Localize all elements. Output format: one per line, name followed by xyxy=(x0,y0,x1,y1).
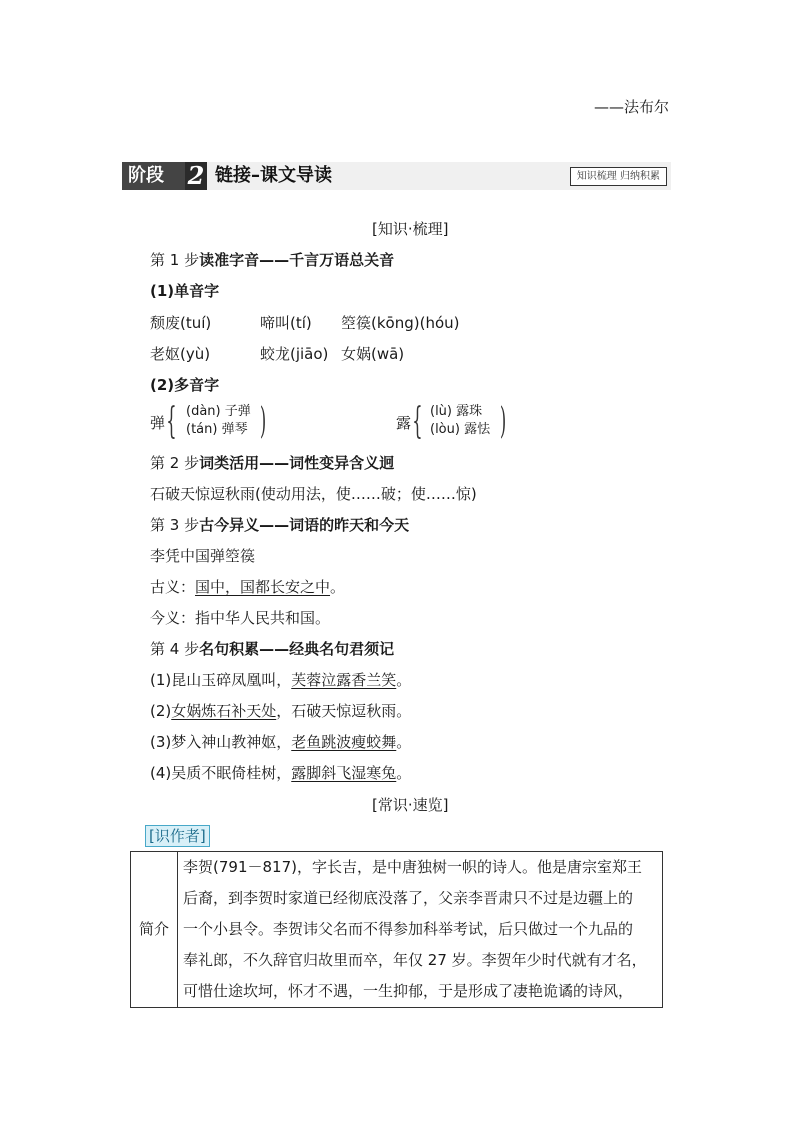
famous-quote xyxy=(150,701,411,721)
stage-tag: 知识梳理 归纳积累 xyxy=(570,167,667,186)
single-sound-heading: (1)单音字 xyxy=(150,282,220,300)
quote-pre: (1)昆山玉碎凤凰叫， xyxy=(150,671,292,689)
quote-pre: (4)吴质不眠倚桂树， xyxy=(150,764,292,782)
pinyin-item: 蛟龙(jiāo) xyxy=(260,345,329,363)
right-brace-icon: ) xyxy=(259,401,267,442)
pinyin-item: 啼叫(tí) xyxy=(260,314,312,332)
step-text: 古今异义——词语的昨天和今天 xyxy=(199,516,410,534)
ancient-meaning xyxy=(150,577,345,597)
step-prefix: 第 1 步 xyxy=(150,251,200,269)
step-prefix: 第 4 步 xyxy=(150,640,200,658)
quote-post: 。 xyxy=(396,733,412,751)
bio-line: 可惜仕途坎坷，怀才不遇，一生抑郁，于是形成了凄艳诡谲的诗风， xyxy=(183,982,634,1000)
quote-post: 。 xyxy=(396,671,412,689)
quote-answer: 芙蓉泣露香兰笑 xyxy=(291,671,397,689)
multi-sound-heading: (2)多音字 xyxy=(150,376,220,394)
famous-quote xyxy=(150,732,411,752)
pinyin-item: 女娲(wā) xyxy=(341,345,405,363)
bio-line: 后裔，到李贺时家道已经彻底没落了，父亲李晋肃只不过是边疆上的 xyxy=(183,889,634,907)
quote-answer: 女娲炼石补天处 xyxy=(171,702,277,720)
stage-label: 阶段 xyxy=(122,162,185,190)
step4-heading xyxy=(150,639,394,659)
stage-number: 2 xyxy=(185,162,207,190)
quote-pre: (3)梦入神山教神妪， xyxy=(150,733,292,751)
stage-title: 链接–课文导读 xyxy=(215,165,332,186)
quote-author: ——法布尔 xyxy=(594,98,670,116)
polyphone-reading: (dàn) 子弹 xyxy=(186,404,251,419)
pinyin-item: 箜篌(kōng)(hóu) xyxy=(341,314,460,332)
polyphone-char-dan: 弹 xyxy=(150,414,166,432)
section-common-heading: [常识·速览] xyxy=(372,796,449,814)
step3-example: 李凭中国弹箜篌 xyxy=(150,547,256,565)
step-text: 词类活用——词性变异含义迥 xyxy=(199,454,395,472)
polyphone-char-lu: 露 xyxy=(396,414,412,432)
famous-quote xyxy=(150,670,411,690)
step-text: 读准字音——千言万语总关音 xyxy=(199,251,395,269)
step-prefix: 第 2 步 xyxy=(150,454,200,472)
author-tag: [识作者] xyxy=(145,825,210,847)
quote-post: 。 xyxy=(396,764,412,782)
bio-text xyxy=(178,852,663,1008)
quote-post: ，石破天惊逗秋雨。 xyxy=(276,702,412,720)
ancient-label: 古义： xyxy=(150,578,196,596)
modern-meaning: 今义：指中华人民共和国。 xyxy=(150,609,331,627)
ancient-end: 。 xyxy=(330,578,346,596)
polyphone-reading: (lù) 露珠 xyxy=(430,404,483,419)
quote-pre: (2) xyxy=(150,702,172,720)
quote-answer: 露脚斜飞湿寒兔 xyxy=(291,764,397,782)
quote-answer: 老鱼跳波瘦蛟舞 xyxy=(291,733,397,751)
section-knowledge-heading: [知识·梳理] xyxy=(372,220,449,238)
bio-label: 简介 xyxy=(131,852,178,1008)
step2-heading xyxy=(150,453,394,473)
pinyin-item: 颓废(tuí) xyxy=(150,314,212,332)
left-brace-icon: { xyxy=(166,401,177,442)
step3-heading xyxy=(150,515,409,535)
pinyin-item: 老妪(yù) xyxy=(150,345,211,363)
author-bio-table xyxy=(130,851,663,1008)
famous-quote xyxy=(150,763,411,783)
ancient-text: 国中，国都长安之中 xyxy=(195,578,331,596)
step-text: 名句积累——经典名句君须记 xyxy=(199,640,395,658)
step2-example: 石破天惊逗秋雨(使动用法，使……破；使……惊) xyxy=(150,485,477,503)
table-row xyxy=(131,852,663,1008)
right-brace-icon: ) xyxy=(499,401,507,442)
step1-heading xyxy=(150,250,394,270)
polyphone-reading: (lòu) 露怯 xyxy=(430,422,491,437)
stage-banner xyxy=(122,162,671,190)
left-brace-icon: { xyxy=(412,401,423,442)
polyphone-reading: (tán) 弹琴 xyxy=(186,422,248,437)
bio-line: 李贺(791－817)，字长吉，是中唐独树一帜的诗人。他是唐宗室郑王 xyxy=(183,858,642,876)
bio-line: 一个小县令。李贺讳父名而不得参加科举考试，后只做过一个九品的 xyxy=(183,920,634,938)
bio-line: 奉礼郎，不久辞官归故里而卒，年仅 27 岁。李贺年少时代就有才名， xyxy=(183,951,647,969)
step-prefix: 第 3 步 xyxy=(150,516,200,534)
